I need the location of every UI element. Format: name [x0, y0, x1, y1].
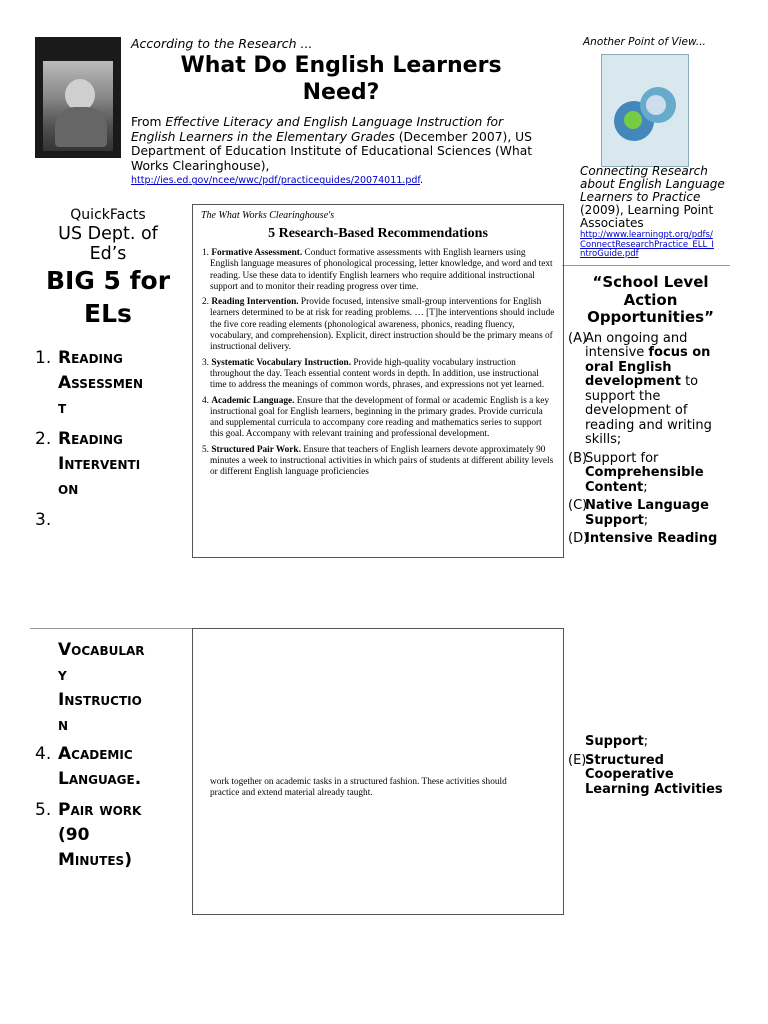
school-title: “School Level Action Opportunities”: [587, 273, 714, 326]
list-item: 1. Reading Assessmen t: [35, 348, 144, 418]
recommendation-item: 5. Structured Pair Work. Ensure that teachers of English learners devote approximately 90 minutes a week to instructional activities in which pairs of students at different ability levels or different English language proficiencies: [202, 444, 554, 478]
recommendation-item: 4. Academic Language. Ensure that the development of formal or academic English is a key instructional goal for English learners, beginning in the primary grades. Provide curricula and supplemental curricula to accompany core reading and mathematics series to support this goal. Accompany with relevant training and professional development.: [202, 395, 550, 440]
list-item: 3.: [35, 510, 52, 530]
opportunity-d-continued: Support;: [585, 734, 649, 749]
divider: [562, 265, 730, 266]
big5-list-continued: [35, 638, 187, 873]
list-item: 5. Pair work (90 Minutes): [35, 800, 142, 870]
opportunity-c: (C) Native Language Support;: [568, 498, 709, 528]
divider: [30, 628, 192, 629]
other-label: Another Point of View...: [583, 36, 706, 48]
opportunity-a: (A) An ongoing and intensive focus on oral English development to support the development of reading and writing skills;: [568, 330, 712, 447]
list-item: Vocabular y Instructio n: [58, 640, 145, 735]
recommendations-box-continued: [192, 628, 564, 915]
list-item: 2. Reading Interventi on: [35, 429, 141, 499]
school-opportunities-continued: [568, 735, 733, 797]
quickfacts-header: QuickFacts US Dept. of Ed’s BIG 5 for ELs: [45, 207, 171, 328]
wwc-title: 5 Research-Based Recommendations: [268, 226, 488, 241]
book-cover-image: [35, 37, 121, 158]
other-citation: Connecting Research about English Language Learners to Practice (2009), Learning Point Associates http://www.learningpt.org/pdfs/ ConnectResearchPractice_ELL_I ntroGuide.pdf: [580, 165, 730, 260]
list-item: 4. Academic Language.: [35, 744, 142, 789]
opportunity-e: (E) Structured Cooperative Learning Activities: [568, 752, 723, 797]
recommendation-item: 1. Formative Assessment. Conduct formative assessments with English learners using English language measures of phonological processing, letter knowledge, and word and text reading. Use these data to identify English learners who require additional instructional support and to monitor their reading progress over time.: [202, 248, 553, 292]
recommendation-item: 2. Reading Intervention. Provide focused, intensive small-group interventions for English learners determined to be at risk for reading problems. … [T]he interventions should include the five core reading elements (phonological awareness, phonics, reading fluency, vocabulary, and comprehension). Explicit, direct instruction should be the primary means of instructional delivery.: [202, 297, 555, 353]
other-link[interactable]: http://www.learningpt.org/pdfs/ ConnectResearchPractice_ELL_I ntroGuide.pdf: [580, 230, 714, 259]
recommendations-box: [192, 204, 564, 558]
school-opportunities: [568, 274, 733, 547]
research-section: [131, 36, 551, 189]
opportunity-b: (B) Support for Comprehensible Content;: [568, 450, 704, 495]
research-link[interactable]: http://ies.ed.gov/ncee/wwc/pdf/practiceguides/20074011.pdf: [131, 175, 421, 187]
recommendation-item: 3. Systematic Vocabulary Instruction. Provide high-quality vocabulary instruction throughout the day. Teach essential content words in depth. In addition, use instructional time to address the meanings of common words, phrases, and expressions not yet learned.: [202, 357, 545, 391]
page-title: What Do English Learners Need?: [180, 53, 502, 105]
recommendation-continued: work together on academic tasks in a structured fashion. These activities should practice and extend material already taught.: [210, 777, 507, 799]
wwc-header: The What Works Clearinghouse's: [201, 210, 335, 221]
big5-list: [35, 346, 185, 533]
research-citation: From Effective Literacy and English Language Instruction for English Learners in the Elementary Grades (December 2007), US Department of Education Institute of Educational Sciences (What Works Clearinghouse), http://ies.ed.gov/ncee/wwc/pdf/practiceguides/20074011.pdf.: [131, 115, 533, 187]
research-label: According to the Research ...: [131, 36, 313, 51]
book-cover-image-2: [601, 54, 689, 167]
opportunity-d: (D) Intensive Reading: [568, 531, 718, 546]
